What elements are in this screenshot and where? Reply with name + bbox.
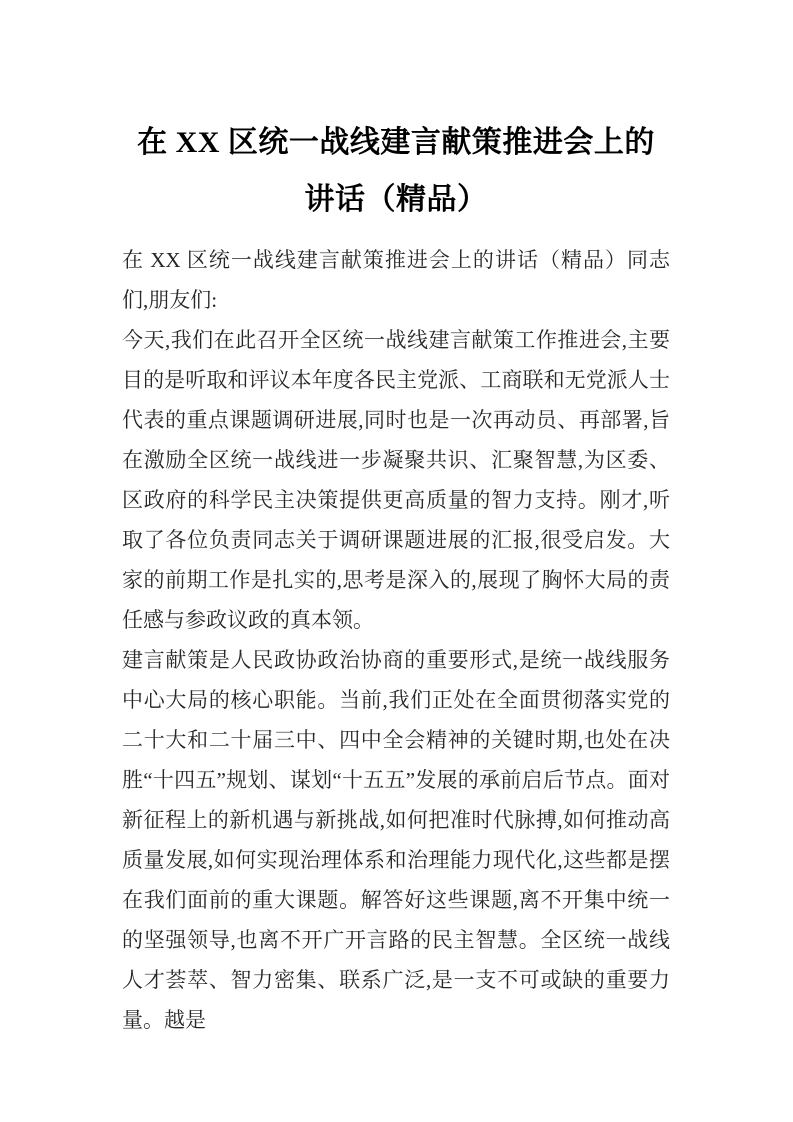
document-content <box>122 114 670 1040</box>
paragraph-salutation: 在 XX 区统一战线建言献策推进会上的讲话（精品）同志们,朋友们: <box>122 248 670 312</box>
document-body <box>122 240 670 1040</box>
paragraph-opening: 今天,我们在此召开全区统一战线建言献策工作推进会,主要目的是听取和评议本年度各民主党派、工商联和无党派人士代表的重点课题调研进展,同时也是一次再动员、再部署,旨在激励全区统一战线进一步凝聚共识、汇聚智慧,为区委、区政府的科学民主决策提供更高质量的智力支持。刚才,听取了各位负责同志关于调研课题进展的汇报,很受启发。大家的前期工作是扎实的,思考是深入的,展现了胸怀大局的责任感与参政议政的真本领。 <box>122 328 670 632</box>
document-title: 在 XX 区统一战线建言献策推进会上的讲话（精品） <box>137 126 655 216</box>
paragraph-main: 建言献策是人民政协政治协商的重要形式,是统一战线服务中心大局的核心职能。当前,我们正处在全面贯彻落实党的二十大和二十届三中、四中全会精神的关键时期,也处在决胜“十四五”规划、谋划“十五五”发展的承前启后节点。面对新征程上的新机遇与新挑战,如何把准时代脉搏,如何推动高质量发展,如何实现治理体系和治理能力现代化,这些都是摆在我们面前的重大课题。解答好这些课题,离不开集中统一的坚强领导,也离不开广开言路的民主智慧。全区统一战线人才荟萃、智力密集、联系广泛,是一支不可或缺的重要力量。越是 <box>122 648 670 1032</box>
